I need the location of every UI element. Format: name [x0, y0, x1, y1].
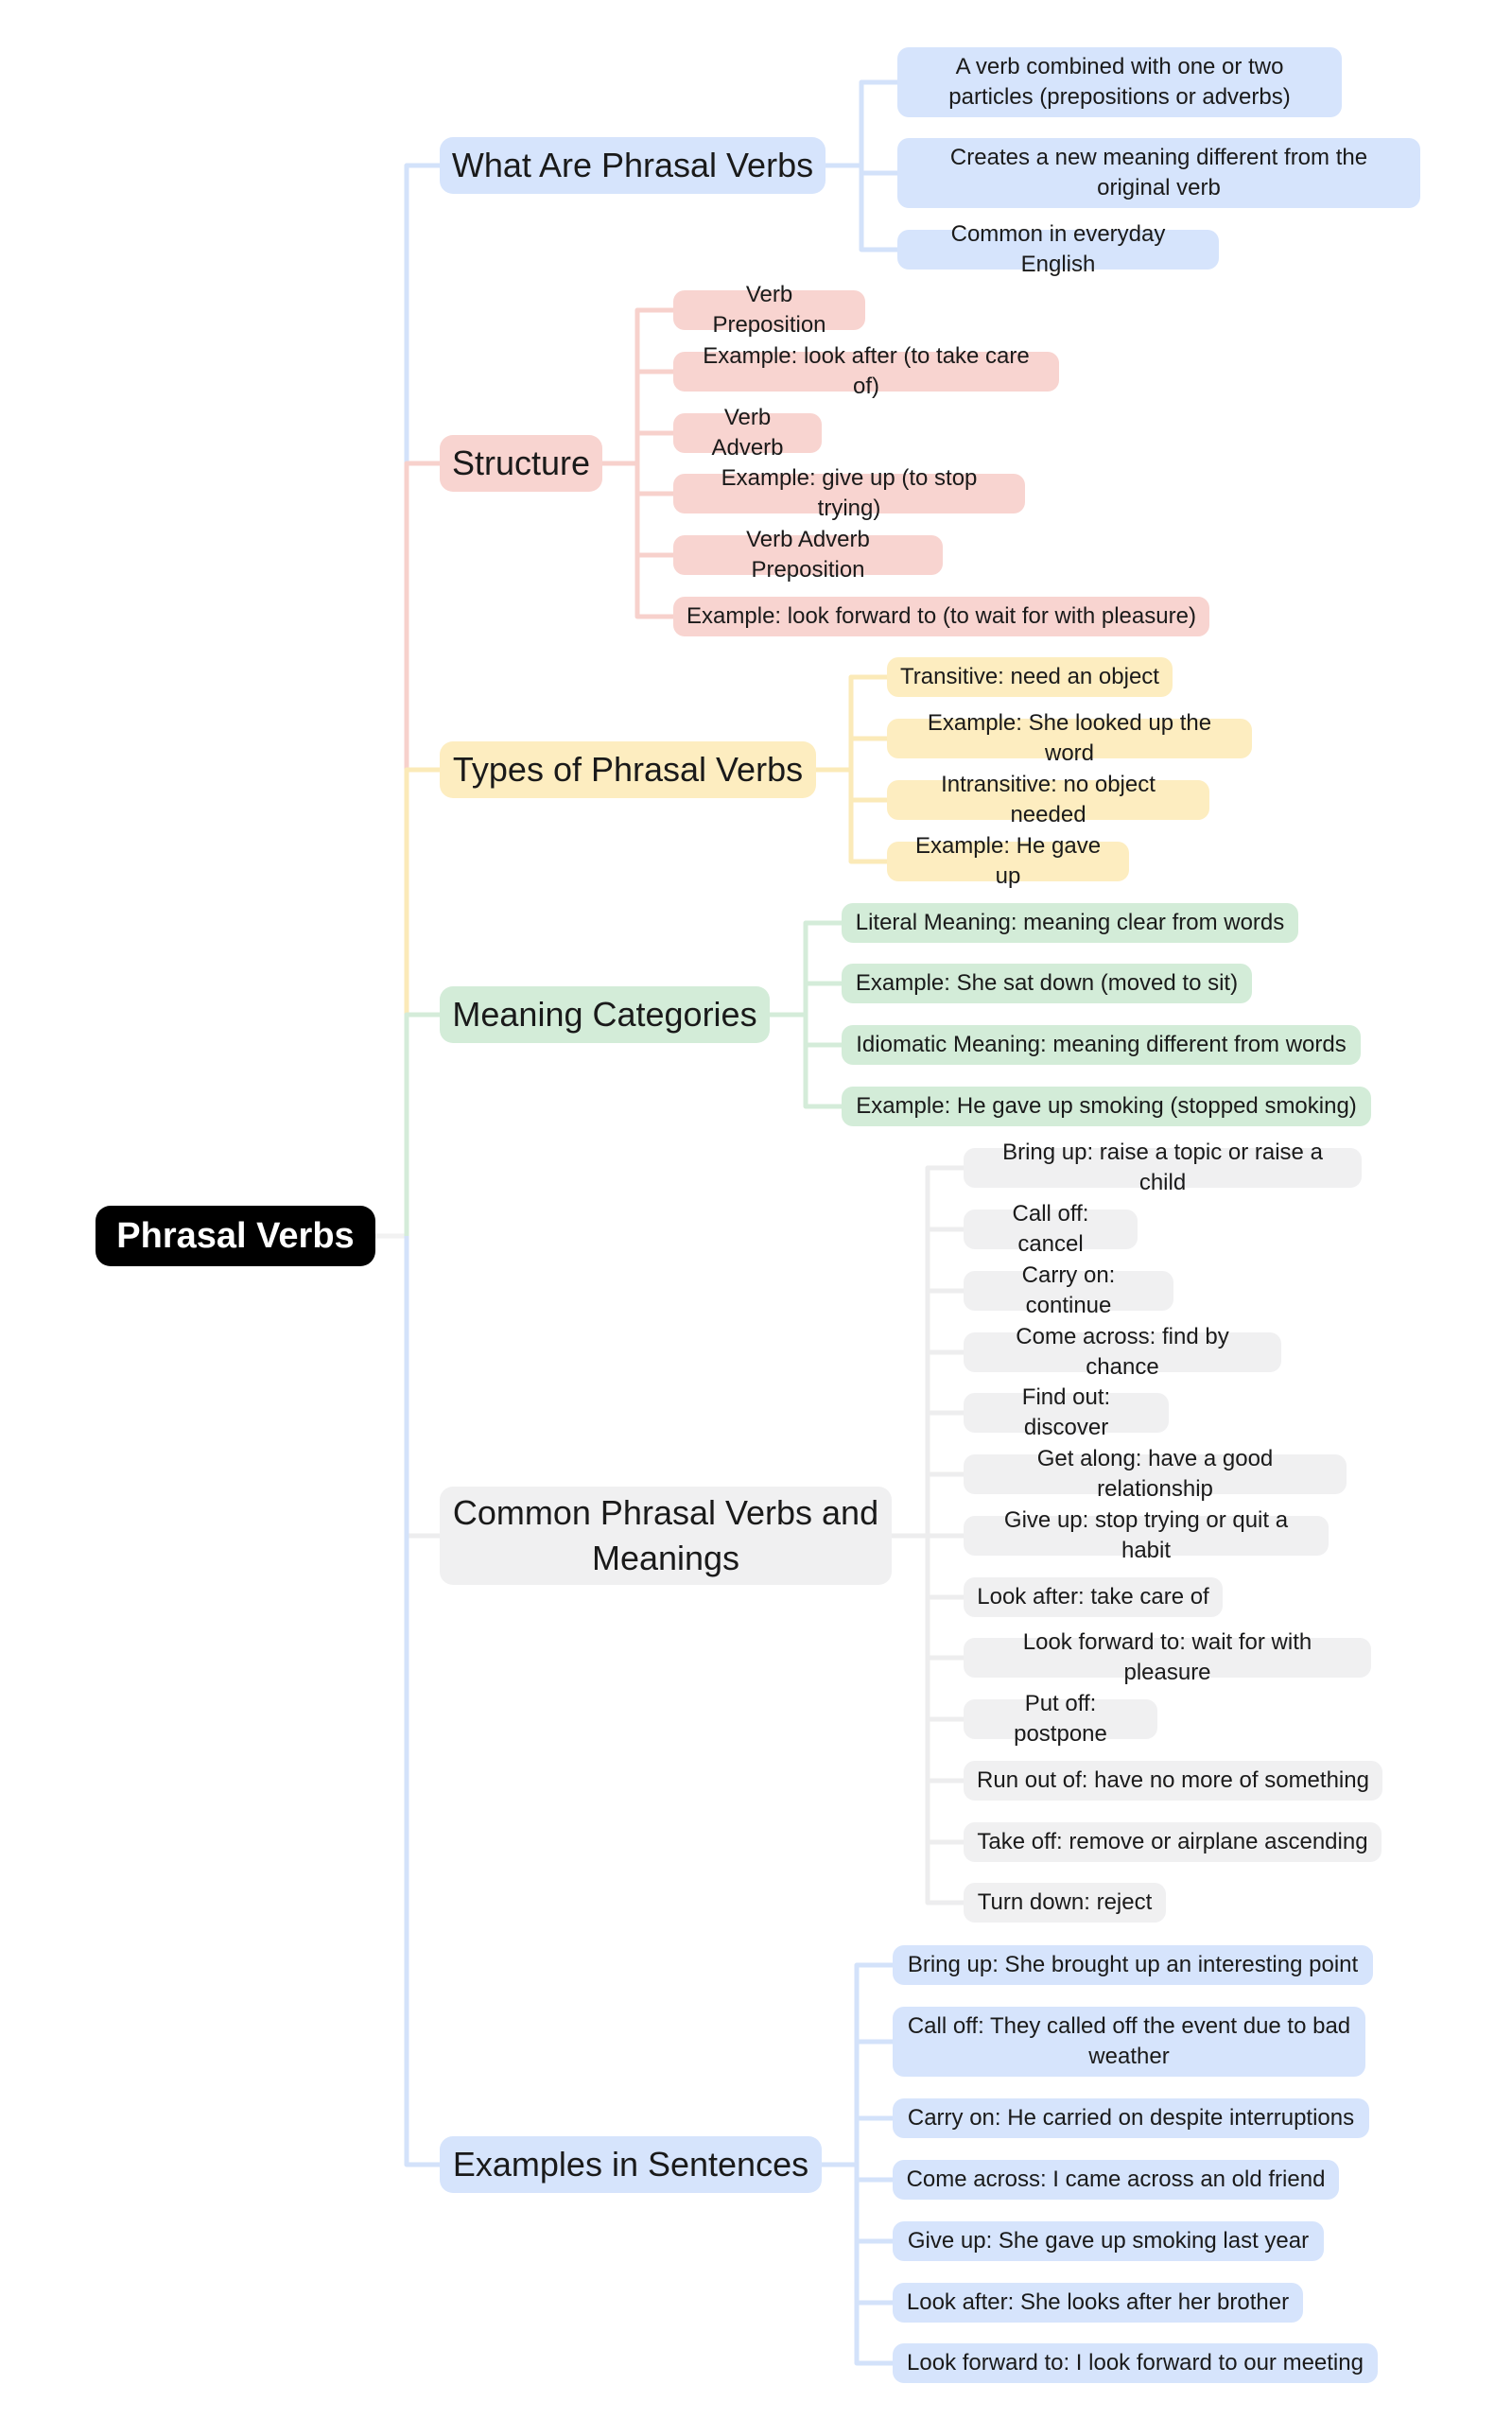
branch-what-are-phrasal-verbs[interactable]: What Are Phrasal Verbs [440, 137, 826, 194]
branch-structure[interactable]: Structure [440, 435, 602, 492]
branch-connector [407, 770, 440, 1236]
leaf-node[interactable]: Creates a new meaning different from the original verb [897, 138, 1420, 208]
leaf-node[interactable]: Example: She sat down (moved to sit) [842, 964, 1252, 1003]
leaf-connector [806, 1015, 842, 1045]
leaf-node[interactable]: Carry on: continue [964, 1271, 1173, 1311]
root-node[interactable]: Phrasal Verbs [96, 1206, 375, 1266]
leaf-connector [857, 2042, 893, 2165]
leaf-connector [637, 372, 673, 463]
leaf-node[interactable]: Transitive: need an object [887, 657, 1173, 697]
leaf-node[interactable]: Literal Meaning: meaning clear from words [842, 903, 1298, 943]
leaf-node[interactable]: Look forward to: wait for with pleasure [964, 1638, 1371, 1678]
leaf-node[interactable]: Verb Adverb Preposition [673, 535, 943, 575]
branch-common-phrasal-verbs[interactable]: Common Phrasal Verbs and Meanings [440, 1487, 892, 1585]
leaf-connector [928, 1536, 964, 1842]
leaf-connector [857, 2165, 893, 2180]
leaf-connector [928, 1474, 964, 1536]
leaf-node[interactable]: Come across: find by chance [964, 1332, 1281, 1372]
leaf-connector [861, 82, 897, 165]
branch-examples-in-sentences[interactable]: Examples in Sentences [440, 2136, 822, 2193]
branch-connector [407, 1015, 440, 1236]
leaf-node[interactable]: Run out of: have no more of something [964, 1761, 1382, 1801]
branch-meaning-categories[interactable]: Meaning Categories [440, 986, 770, 1043]
leaf-connector [637, 463, 673, 555]
leaf-node[interactable]: Example: She looked up the word [887, 719, 1252, 758]
leaf-node[interactable]: Verb Preposition [673, 290, 865, 330]
leaf-node[interactable]: Give up: She gave up smoking last year [893, 2221, 1324, 2261]
leaf-node[interactable]: Common in everyday English [897, 230, 1219, 270]
leaf-connector [637, 433, 673, 463]
leaf-connector [857, 2165, 893, 2363]
leaf-connector [637, 463, 673, 617]
leaf-node[interactable]: Take off: remove or airplane ascending [964, 1822, 1382, 1862]
leaf-node[interactable]: A verb combined with one or two particles (prepositions or adverbs) [897, 47, 1342, 117]
leaf-node[interactable]: Call off: They called off the event due to bad weather [893, 2007, 1365, 2077]
leaf-connector [857, 2165, 893, 2303]
leaf-connector [857, 2118, 893, 2165]
branch-connector [407, 165, 440, 1236]
leaf-node[interactable]: Bring up: raise a topic or raise a child [964, 1148, 1362, 1188]
leaf-connector [928, 1229, 964, 1536]
leaf-node[interactable]: Give up: stop trying or quit a habit [964, 1516, 1329, 1556]
branch-connector [407, 1236, 440, 1536]
branch-connector [407, 1236, 440, 2165]
leaf-connector [851, 770, 887, 800]
leaf-connector [928, 1536, 964, 1719]
leaf-node[interactable]: Look after: She looks after her brother [893, 2283, 1303, 2323]
leaf-node[interactable]: Come across: I came across an old friend [893, 2160, 1339, 2200]
leaf-connector [851, 677, 887, 770]
branch-types-of-phrasal-verbs[interactable]: Types of Phrasal Verbs [440, 741, 816, 798]
leaf-connector [857, 1965, 893, 2165]
leaf-connector [806, 1015, 842, 1106]
leaf-node[interactable]: Get along: have a good relationship [964, 1454, 1347, 1494]
leaf-node[interactable]: Find out: discover [964, 1393, 1169, 1433]
leaf-connector [928, 1536, 964, 1597]
leaf-node[interactable]: Example: He gave up smoking (stopped smoking) [842, 1087, 1371, 1126]
leaf-node[interactable]: Bring up: She brought up an interesting point [893, 1945, 1373, 1985]
leaf-connector [861, 165, 897, 173]
leaf-connector [851, 770, 887, 861]
leaf-node[interactable]: Example: He gave up [887, 842, 1129, 881]
leaf-node[interactable]: Carry on: He carried on despite interruptions [893, 2098, 1369, 2138]
leaf-connector [861, 165, 897, 250]
leaf-node[interactable]: Look forward to: I look forward to our meeting [893, 2343, 1378, 2383]
leaf-connector [637, 463, 673, 494]
leaf-connector [806, 983, 842, 1015]
leaf-connector [928, 1352, 964, 1536]
leaf-connector [851, 739, 887, 770]
leaf-node[interactable]: Put off: postpone [964, 1699, 1157, 1739]
leaf-connector [637, 310, 673, 463]
leaf-node[interactable]: Intransitive: no object needed [887, 780, 1209, 820]
leaf-node[interactable]: Idiomatic Meaning: meaning different from words [842, 1025, 1361, 1065]
leaf-node[interactable]: Turn down: reject [964, 1883, 1166, 1923]
leaf-connector [857, 2165, 893, 2241]
leaf-node[interactable]: Example: give up (to stop trying) [673, 474, 1025, 513]
leaf-node[interactable]: Example: look after (to take care of) [673, 352, 1059, 392]
leaf-connector [806, 923, 842, 1015]
leaf-node[interactable]: Verb Adverb [673, 413, 822, 453]
branch-connector [407, 463, 440, 1236]
leaf-node[interactable]: Look after: take care of [964, 1577, 1223, 1617]
leaf-node[interactable]: Example: look forward to (to wait for with pleasure) [673, 597, 1209, 636]
leaf-node[interactable]: Call off: cancel [964, 1210, 1138, 1249]
